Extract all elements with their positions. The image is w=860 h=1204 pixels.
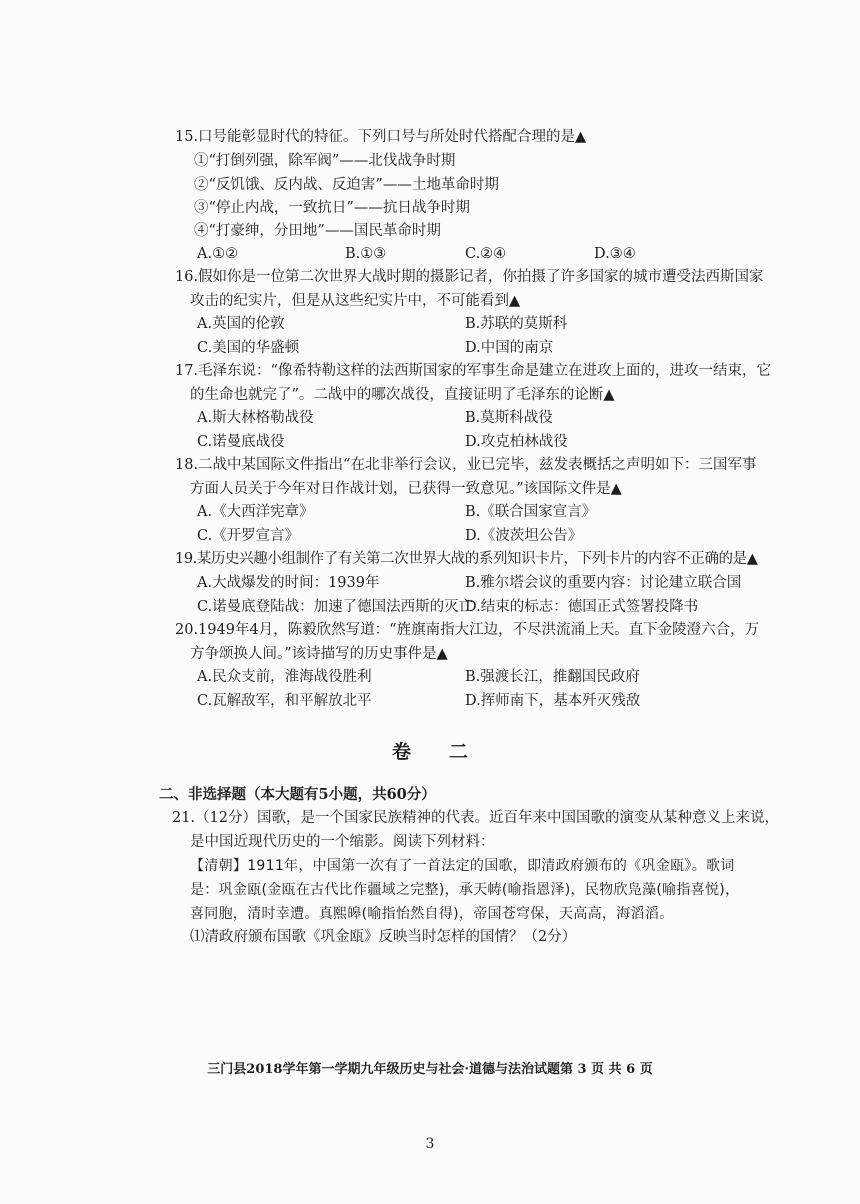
page-number: 3 xyxy=(425,1136,435,1152)
q15-item-4: ④“打豪绅，分田地”——国民革命时期 xyxy=(194,223,441,239)
q21-material-line-2: 是：巩金瓯(金瓯在古代比作疆域之完整)，承天帱(喻指恩泽)，民物欣凫藻(喻指喜悦)， xyxy=(190,882,740,898)
q17-stem-line-1: 17.毛泽东说：“像希特勒这样的法西斯国家的军事生命是建立在进攻上面的，进攻一结束，它 xyxy=(175,363,771,379)
q15-option-b: B.①③ xyxy=(345,246,387,262)
q15-item-3: ③“停止内战，一致抗日”——抗日战争时期 xyxy=(194,200,470,216)
q19-stem: 19.某历史兴趣小组制作了有关第二次世界大战的系列知识卡片，下列卡片的内容不正确的是▲ xyxy=(175,551,758,567)
q17-option-d: D.攻克柏林战役 xyxy=(465,434,568,450)
q15-item-2: ②“反饥饿、反内战、反迫害”——土地革命时期 xyxy=(194,177,499,193)
q17-stem-line-2: 的生命也就完了”。二战中的哪次战役，直接证明了毛泽东的论断▲ xyxy=(190,387,615,403)
q20-option-d: D.挥师南下，基本歼灭残敌 xyxy=(465,693,641,709)
q20-option-c: C.瓦解敌军，和平解放北平 xyxy=(197,693,372,709)
q19-option-b: B.雅尔塔会议的重要内容：讨论建立联合国 xyxy=(465,575,742,591)
q21-material-line-3: 喜同胞，清时幸遭。真熙皞(喻指怡然自得)，帝国苍穹保，天高高，海滔滔。 xyxy=(190,906,674,922)
q19-option-c: C.诺曼底登陆战：加速了德国法西斯的灭亡 xyxy=(197,599,474,615)
q19-option-a: A.大战爆发的时间：1939年 xyxy=(197,575,380,591)
part-two-heading-left: 卷 xyxy=(391,741,411,763)
q20-stem-line-1: 20.1949年4月，陈毅欣然写道：“旌旗南指大江边，不尽洪流涌上天。直下金陵澄六合，万 xyxy=(175,622,760,638)
q21-sub-question-1: ⑴清政府颁布国歌《巩金瓯》反映当时怎样的国情？（2分） xyxy=(190,929,577,945)
q18-option-a: A.《大西洋宪章》 xyxy=(197,504,314,520)
exam-footer-title: 三门县2018学年第一学期九年级历史与社会·道德与法治试题第 3 页 共 6 页 xyxy=(207,1062,653,1077)
q17-option-b: B.莫斯科战役 xyxy=(465,410,553,426)
q18-option-b: B.《联合国家宣言》 xyxy=(465,504,597,520)
q15-option-a: A.①② xyxy=(197,246,239,262)
q18-stem-line-1: 18.二战中某国际文件指出“在北非举行会议，业已完毕，兹发表概括之声明如下：三国军事 xyxy=(175,457,757,473)
q16-option-b: B.苏联的莫斯科 xyxy=(465,316,568,332)
q21-stem-line-1: 21.（12分）国歌，是一个国家民族精神的代表。近百年来中国国歌的演变从某种意义上来说， xyxy=(172,810,780,826)
q18-option-c: C.《开罗宣言》 xyxy=(197,528,300,544)
q20-option-a: A.民众支前，淮海战役胜利 xyxy=(197,669,372,685)
q15-option-c: C.②④ xyxy=(465,246,507,262)
q18-stem-line-2: 方面人员关于今年对日作战计划，已获得一致意见。”该国际文件是▲ xyxy=(190,481,622,497)
q16-option-a: A.英国的伦敦 xyxy=(197,316,285,332)
q15-item-1: ①“打倒列强，除军阀”——北伐战争时期 xyxy=(194,153,456,169)
q18-option-d: D.《波茨坦公告》 xyxy=(465,528,583,544)
q19-option-d: D.结束的标志：德国正式签署投降书 xyxy=(465,599,699,615)
part-two-heading-right: 二 xyxy=(449,741,469,763)
q17-option-c: C.诺曼底战役 xyxy=(197,434,285,450)
q16-stem-line-2: 攻击的纪实片，但是从这些纪实片中，不可能看到▲ xyxy=(190,293,521,309)
q16-stem-line-1: 16.假如你是一位第二次世界大战时期的摄影记者，你拍摄了许多国家的城市遭受法西斯国家 xyxy=(175,269,764,285)
q21-material-line-1: 【清朝】1911年，中国第一次有了一首法定的国歌，即清政府颁布的《巩金瓯》。歌词 xyxy=(190,858,735,874)
section-title: 二、非选择题（本大题有5小题，共60分） xyxy=(159,786,436,803)
q15-option-d: D.③④ xyxy=(594,246,636,262)
q16-option-c: C.美国的华盛顿 xyxy=(197,340,300,356)
q21-stem-line-2: 是中国近现代历史的一个缩影。阅读下列材料： xyxy=(190,834,495,850)
q16-option-d: D.中国的南京 xyxy=(465,340,554,356)
part-two-heading xyxy=(0,737,860,764)
q20-stem-line-2: 方争颂换人间。”该诗描写的历史事件是▲ xyxy=(190,646,448,662)
q15-stem: 15.口号能彰显时代的特征。下列口号与所处时代搭配合理的是▲ xyxy=(175,129,587,145)
q17-option-a: A.斯大林格勒战役 xyxy=(197,410,314,426)
q20-option-b: B.强渡长江，推翻国民政府 xyxy=(465,669,640,685)
